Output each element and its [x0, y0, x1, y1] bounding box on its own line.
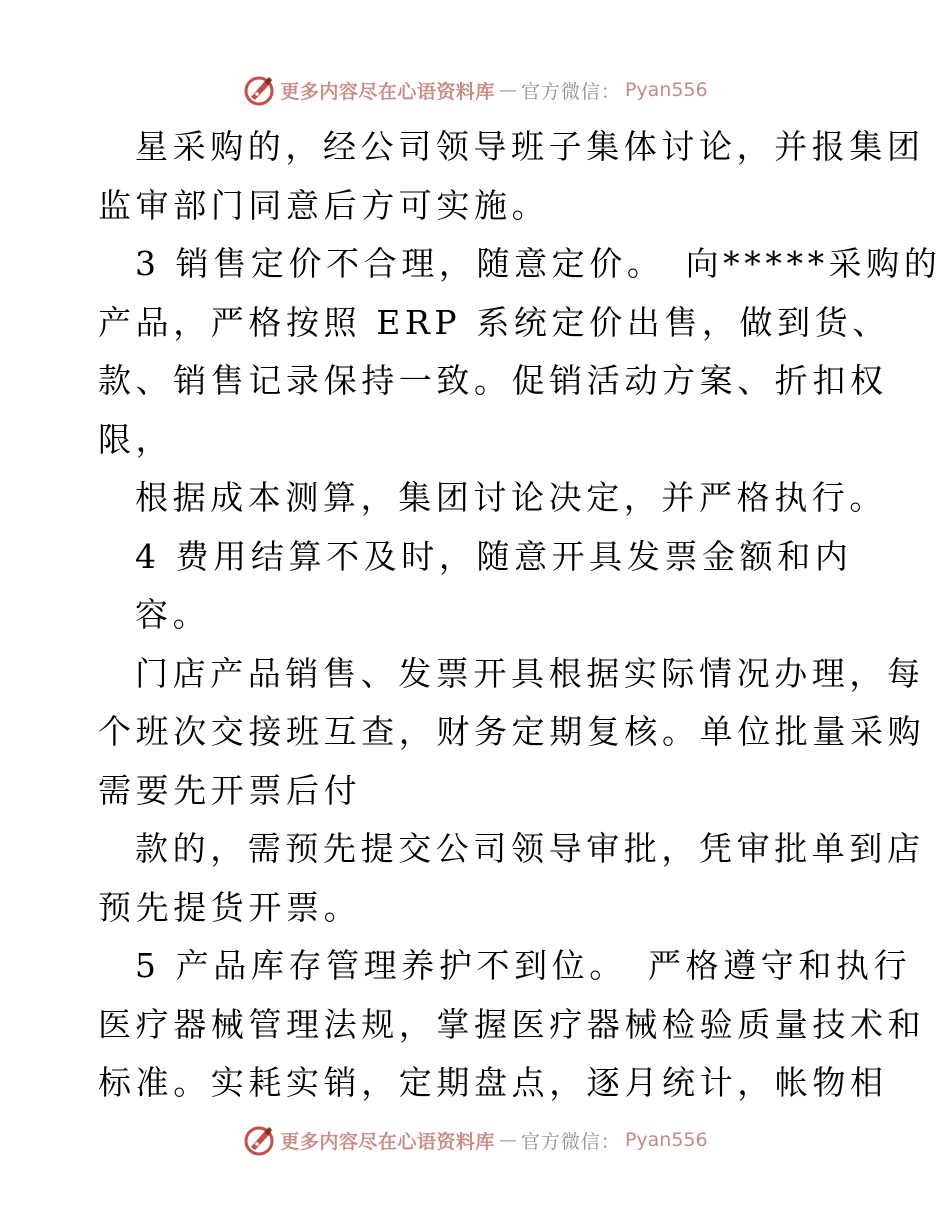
footer-watermark: [0, 1120, 950, 1160]
watermark-separator: —: [498, 1129, 517, 1151]
document-body: [98, 118, 942, 1113]
text-line: 3 销售定价不合理，随意定价。 向*****采购的: [135, 244, 942, 283]
watermark-wechat-id: Pyan556: [624, 79, 708, 101]
watermark-wechat-prefix: 官方微信：: [520, 1130, 621, 1153]
text-line: 个班次交接班互查，财务定期复核。单位批量采购: [98, 712, 926, 751]
text-line: 5 产品库存管理养护不到位。 严格遵守和执行: [135, 946, 912, 985]
text-line: 根据成本测算，集团讨论决定，并严格执行。: [135, 478, 887, 517]
header-watermark: [0, 70, 950, 110]
pen-nib-swirl-logo-icon: [242, 1123, 276, 1157]
watermark-wechat-id: Pyan556: [624, 1129, 708, 1151]
text-line: 标准。实耗实销，定期盘点，逐月统计，帐物相: [98, 1063, 888, 1102]
watermark-main-text: 更多内容尽在心语资料库: [280, 80, 495, 103]
text-line: 限，: [98, 419, 174, 459]
text-line: 星采购的，经公司领导班子集体讨论，并报集团: [135, 127, 925, 166]
text-line: 款、销售记录保持一致。促销活动方案、折扣权: [98, 361, 888, 400]
text-line: 容。: [135, 595, 211, 634]
text-line: 医疗器械管理法规，掌握医疗器械检验质量技术和: [98, 1004, 926, 1044]
text-line: 需要先开票后付: [98, 770, 362, 810]
text-line: 款的，需预先提交公司领导审批，凭审批单到店: [135, 829, 925, 868]
text-line: 门店产品销售、发票开具根据实际情况办理，每: [135, 653, 925, 693]
watermark-wechat-prefix: 官方微信：: [520, 80, 621, 103]
text-line: 4 费用结算不及时，随意开具发票金额和内: [135, 536, 853, 576]
pen-nib-swirl-logo-icon: [242, 73, 276, 107]
text-line: 预先提货开票。: [98, 887, 362, 927]
watermark-separator: —: [498, 79, 517, 101]
watermark-main-text: 更多内容尽在心语资料库: [280, 1130, 495, 1153]
text-line: 监审部门同意后方可实施。: [98, 185, 550, 225]
text-line: 产品，严格按照 ERP 系统定价出售，做到货、: [98, 302, 890, 342]
